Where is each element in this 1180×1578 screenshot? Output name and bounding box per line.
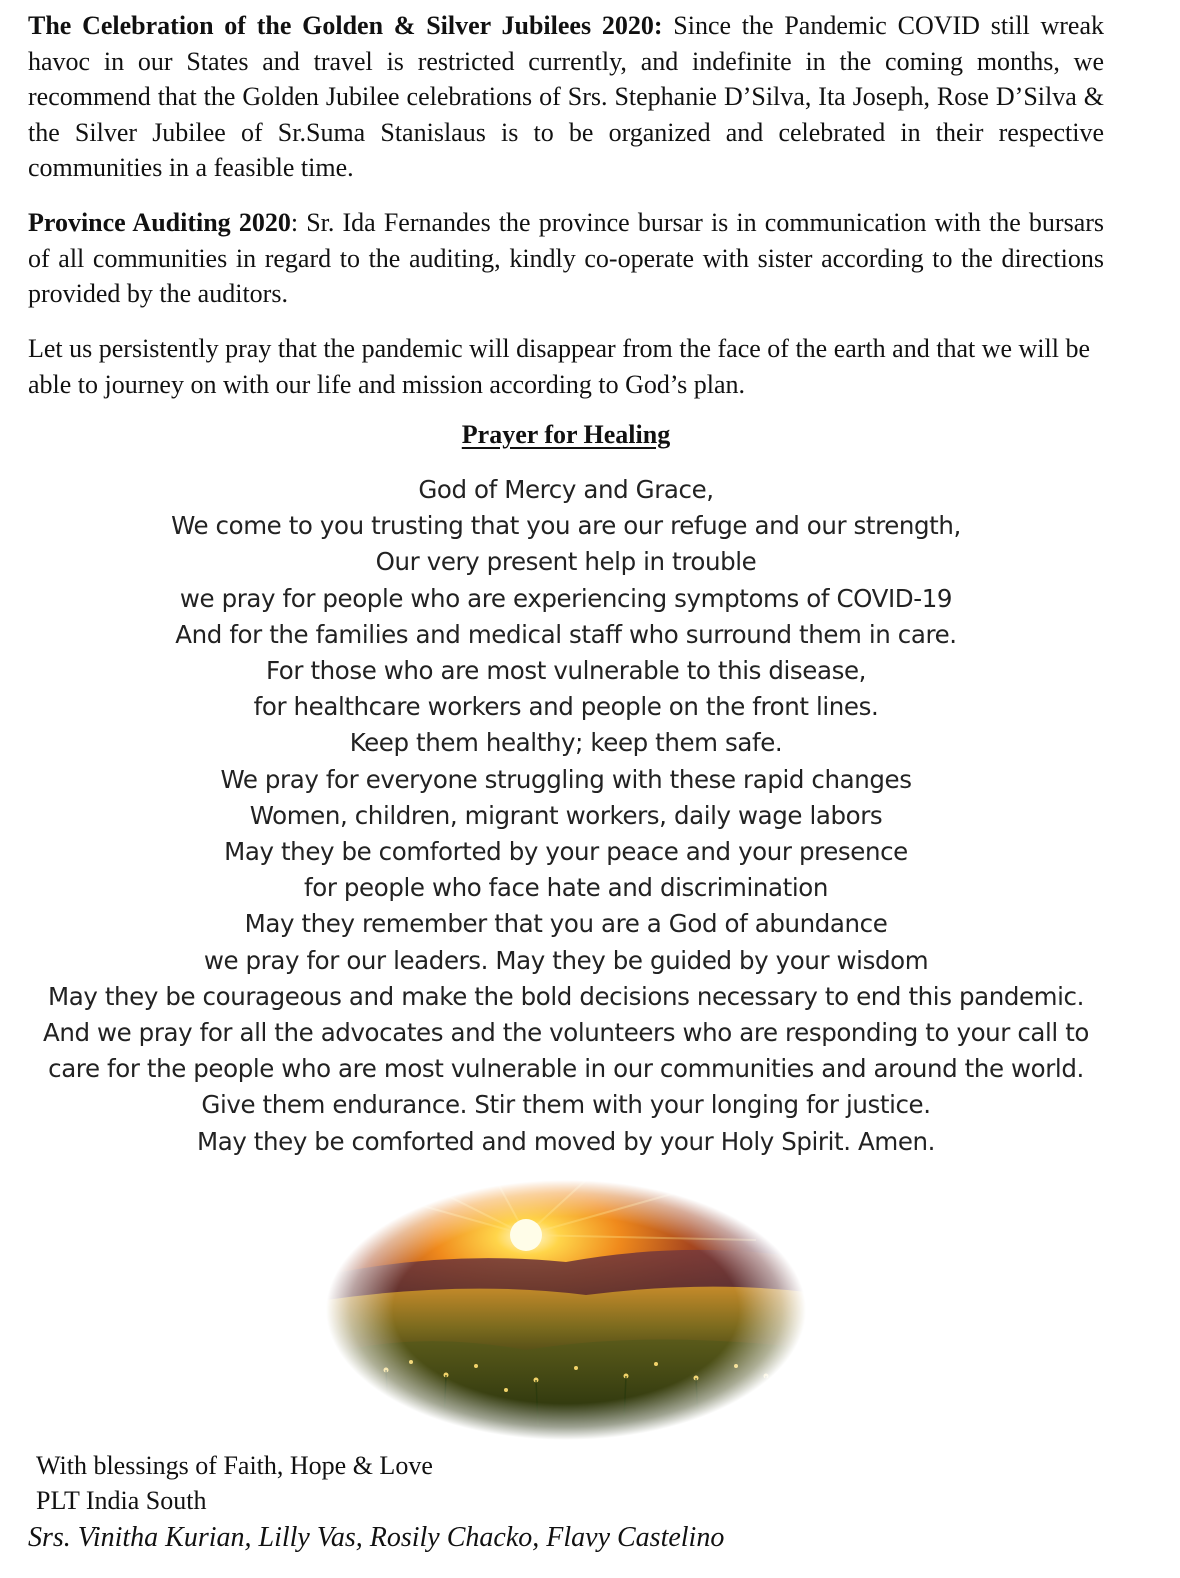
- auditing-body: : Sr. Ida Fernandes the province bursar is in communication with the bursars of all communities in regard to the auditing, kindly co-operate with sister according to the directions provided by the auditors.: [28, 208, 1105, 308]
- prayer-line: May they remember that you are a God of abundance: [244, 909, 888, 939]
- prayer-line: we pray for our leaders. May they be guided by your wisdom: [203, 945, 929, 975]
- prayer-line: Women, children, migrant workers, daily wage labors: [249, 800, 883, 830]
- prayer-line: we pray for people who are experiencing symptoms of COVID-19: [179, 583, 953, 613]
- prayer-line: Our very present help in trouble: [375, 547, 757, 577]
- prayer-line: For those who are most vulnerable to this disease,: [265, 656, 867, 686]
- jubilee-paragraph: [28, 8, 1104, 186]
- prayer-line: Give them endurance. Stir them with your longing for justice.: [201, 1090, 931, 1120]
- signers-line: Srs. Vinitha Kurian, Lilly Vas, Rosily Chacko, Flavy Castelino: [28, 1522, 725, 1553]
- prayer-line: We pray for everyone struggling with these rapid changes: [220, 764, 912, 794]
- prayer-line: We come to you trusting that you are our refuge and our strength,: [171, 511, 961, 541]
- prayer-line: for healthcare workers and people on the front lines.: [253, 692, 879, 722]
- prayer-line: May they be comforted by your peace and your presence: [224, 837, 908, 867]
- prayer-line: God of Mercy and Grace,: [418, 475, 714, 504]
- prayer-title: Prayer for Healing: [461, 420, 671, 449]
- team-name: PLT India South: [36, 1486, 207, 1515]
- prayer-line: May they be comforted and moved by your Holy Spirit. Amen.: [196, 1126, 936, 1156]
- prayer-text: [0, 472, 1132, 1160]
- jubilee-heading: The Celebration of the Golden & Silver Jubilees 2020:: [28, 11, 663, 40]
- prayer-line: care for the people who are most vulnerable in our communities and around the world.: [48, 1054, 1084, 1084]
- prayer-line: And for the families and medical staff who surround them in care.: [175, 619, 957, 649]
- prayer-line: Keep them healthy; keep them safe.: [349, 728, 783, 758]
- blessing-line: With blessings of Faith, Hope & Love: [36, 1451, 433, 1480]
- prayer-intro-paragraph: Let us persistently pray that the pandemic will disappear from the face of the earth and that we will be able to journey on with our life and mission according to God’s plan.: [28, 334, 1091, 399]
- prayer-line: And we pray for all the advocates and the volunteers who are responding to your call to: [42, 1018, 1090, 1048]
- auditing-heading: Province Auditing 2020: [28, 208, 291, 237]
- prayer-line: May they be courageous and make the bold decisions necessary to end this pandemic.: [48, 981, 1084, 1011]
- prayer-line: for people who face hate and discrimination: [304, 873, 828, 903]
- sunrise-landscape-image: [326, 1180, 806, 1440]
- jubilee-body: Since the Pandemic COVID still wreak havoc in our States and travel is restricted currently, and indefinite in the coming months, we recommend that the Golden Jubilee celebrations of Srs. Stephanie D’Silva, Ita Joseph, Rose D’Silva & the Silver Jubilee of Sr.Suma Stanislaus is to be organized and celebrated in their respective communities in a feasible time.: [28, 11, 1104, 182]
- auditing-paragraph: [28, 205, 1104, 312]
- closing-block: [36, 1448, 433, 1518]
